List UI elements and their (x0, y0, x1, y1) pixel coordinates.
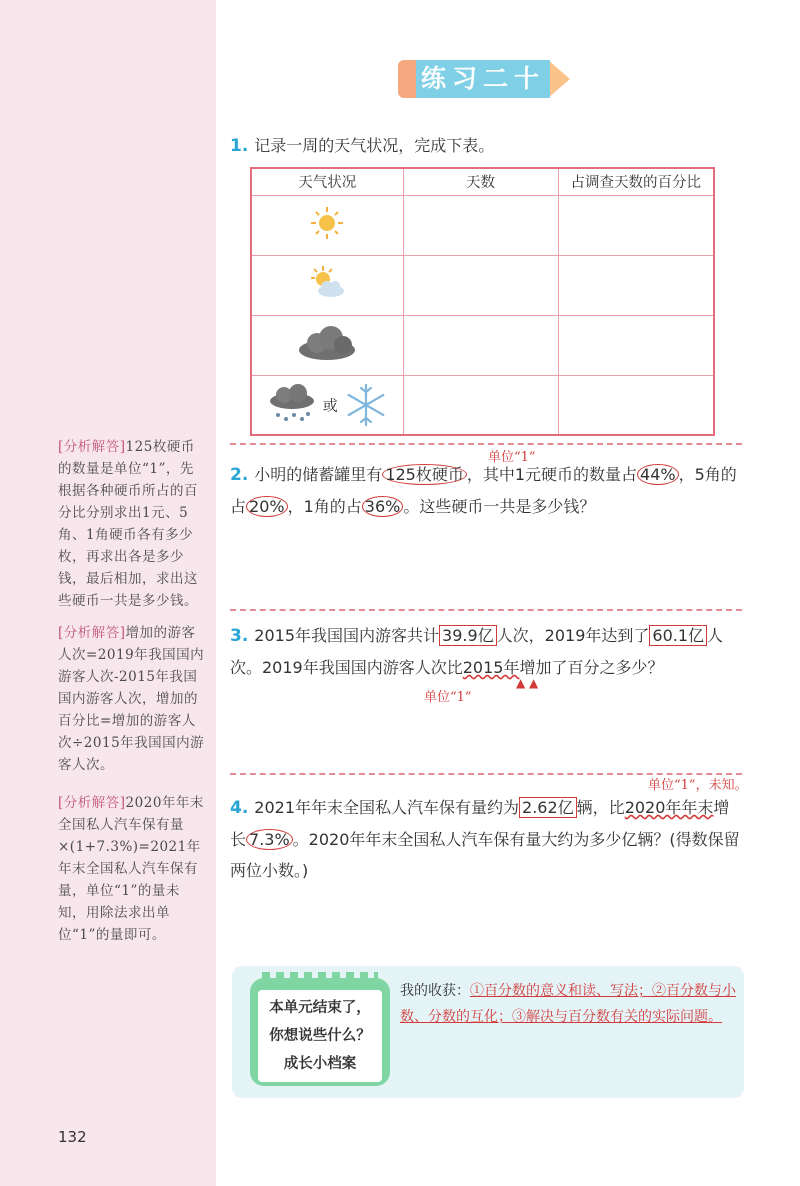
partly-cloudy-days-cell[interactable] (403, 255, 558, 315)
rain-snow-percent-cell[interactable] (558, 375, 714, 435)
analysis-note-3: [分析解答]2020年年末全国私人汽车保有量×(1+7.3%)=2021年年末全国私人汽车保有量，单位“1”的量未知，用除法求出单位“1”的量即可。 (58, 795, 204, 943)
question-3: 3. 2015年我国国内游客共计 39.9亿 人次，2019年达到了 60.1亿 人次。2019年我国国内游客人次比2015年增加了百分之多少？ (230, 626, 724, 677)
page-title: 练习二十 (398, 60, 573, 98)
sun-icon (307, 203, 347, 243)
weather-table (250, 167, 715, 436)
triangle-marks: ▲ ▲ (516, 676, 539, 690)
divider (230, 609, 742, 611)
header-days: 天数 (403, 168, 558, 195)
rain-snow-days-cell[interactable] (403, 375, 558, 435)
question-2: 2. 小明的储蓄罐里有 125枚硬币 ，其中1元硬币的数量占 44% ，5角的占 20% ，1角的占 36% 。这些硬币一共是多少钱？ (230, 465, 737, 516)
partly-cloudy-percent-cell[interactable] (558, 255, 714, 315)
cloudy-cell (251, 315, 403, 375)
analysis-note-1: [分析解答]125枚硬币的数量是单位“1”，先根据各种硬币所占的百分比分别求出1元、5角、1角硬币各有多少枚，再求出各是多少钱，最后相加，求出这些硬币一共是多少钱。 (58, 439, 198, 609)
analysis-note-2: [分析解答]增加的游客人次=2019年我国国内游客人次-2015年我国国内游客人次，增加的百分比=增加的游客人次÷2015年我国国内游客人次。 (58, 625, 205, 773)
question-1: 1. 记录一周的天气状况，完成下表。 (230, 136, 495, 156)
question-4: 4. 2021年年末全国私人汽车保有量约为 2.62亿 辆，比2020年年末增长 7.3% 。2020年年末全国私人汽车保有量大约为多少亿辆？(得数保留两位小数。) (230, 798, 740, 880)
rain-icon (266, 383, 318, 427)
unit-annotation-3: 单位“1” (424, 690, 472, 705)
header-percent: 占调查天数的百分比 (558, 168, 714, 195)
header-weather: 天气状况 (251, 168, 403, 195)
snowflake-icon (343, 382, 389, 428)
growth-card-text: 本单元结束了， 你想说些什么？ 成长小档案 (258, 990, 382, 1082)
partly-cloudy-cell (251, 255, 403, 315)
page-number: 132 (58, 1128, 87, 1146)
unit-annotation-2: 单位“1” (488, 450, 536, 465)
divider (230, 443, 742, 445)
cloudy-days-cell[interactable] (403, 315, 558, 375)
rain-snow-cell (251, 375, 403, 435)
sunny-cell (251, 195, 403, 255)
unit-annotation-4: 单位“1”，未知。 (648, 778, 748, 793)
sunny-days-cell[interactable] (403, 195, 558, 255)
cloudy-percent-cell[interactable] (558, 315, 714, 375)
sunny-percent-cell[interactable] (558, 195, 714, 255)
coin-count-mark: 125枚硬币 (382, 464, 467, 485)
or-label: 或 (322, 396, 338, 415)
cloud-icon (295, 323, 359, 363)
harvest-text: 我的收获：①百分数的意义和读、写法；②百分数与小数、分数的互化；③解决与百分数有关的实际问题。 (400, 983, 736, 1025)
partly-cloudy-icon (305, 263, 349, 303)
